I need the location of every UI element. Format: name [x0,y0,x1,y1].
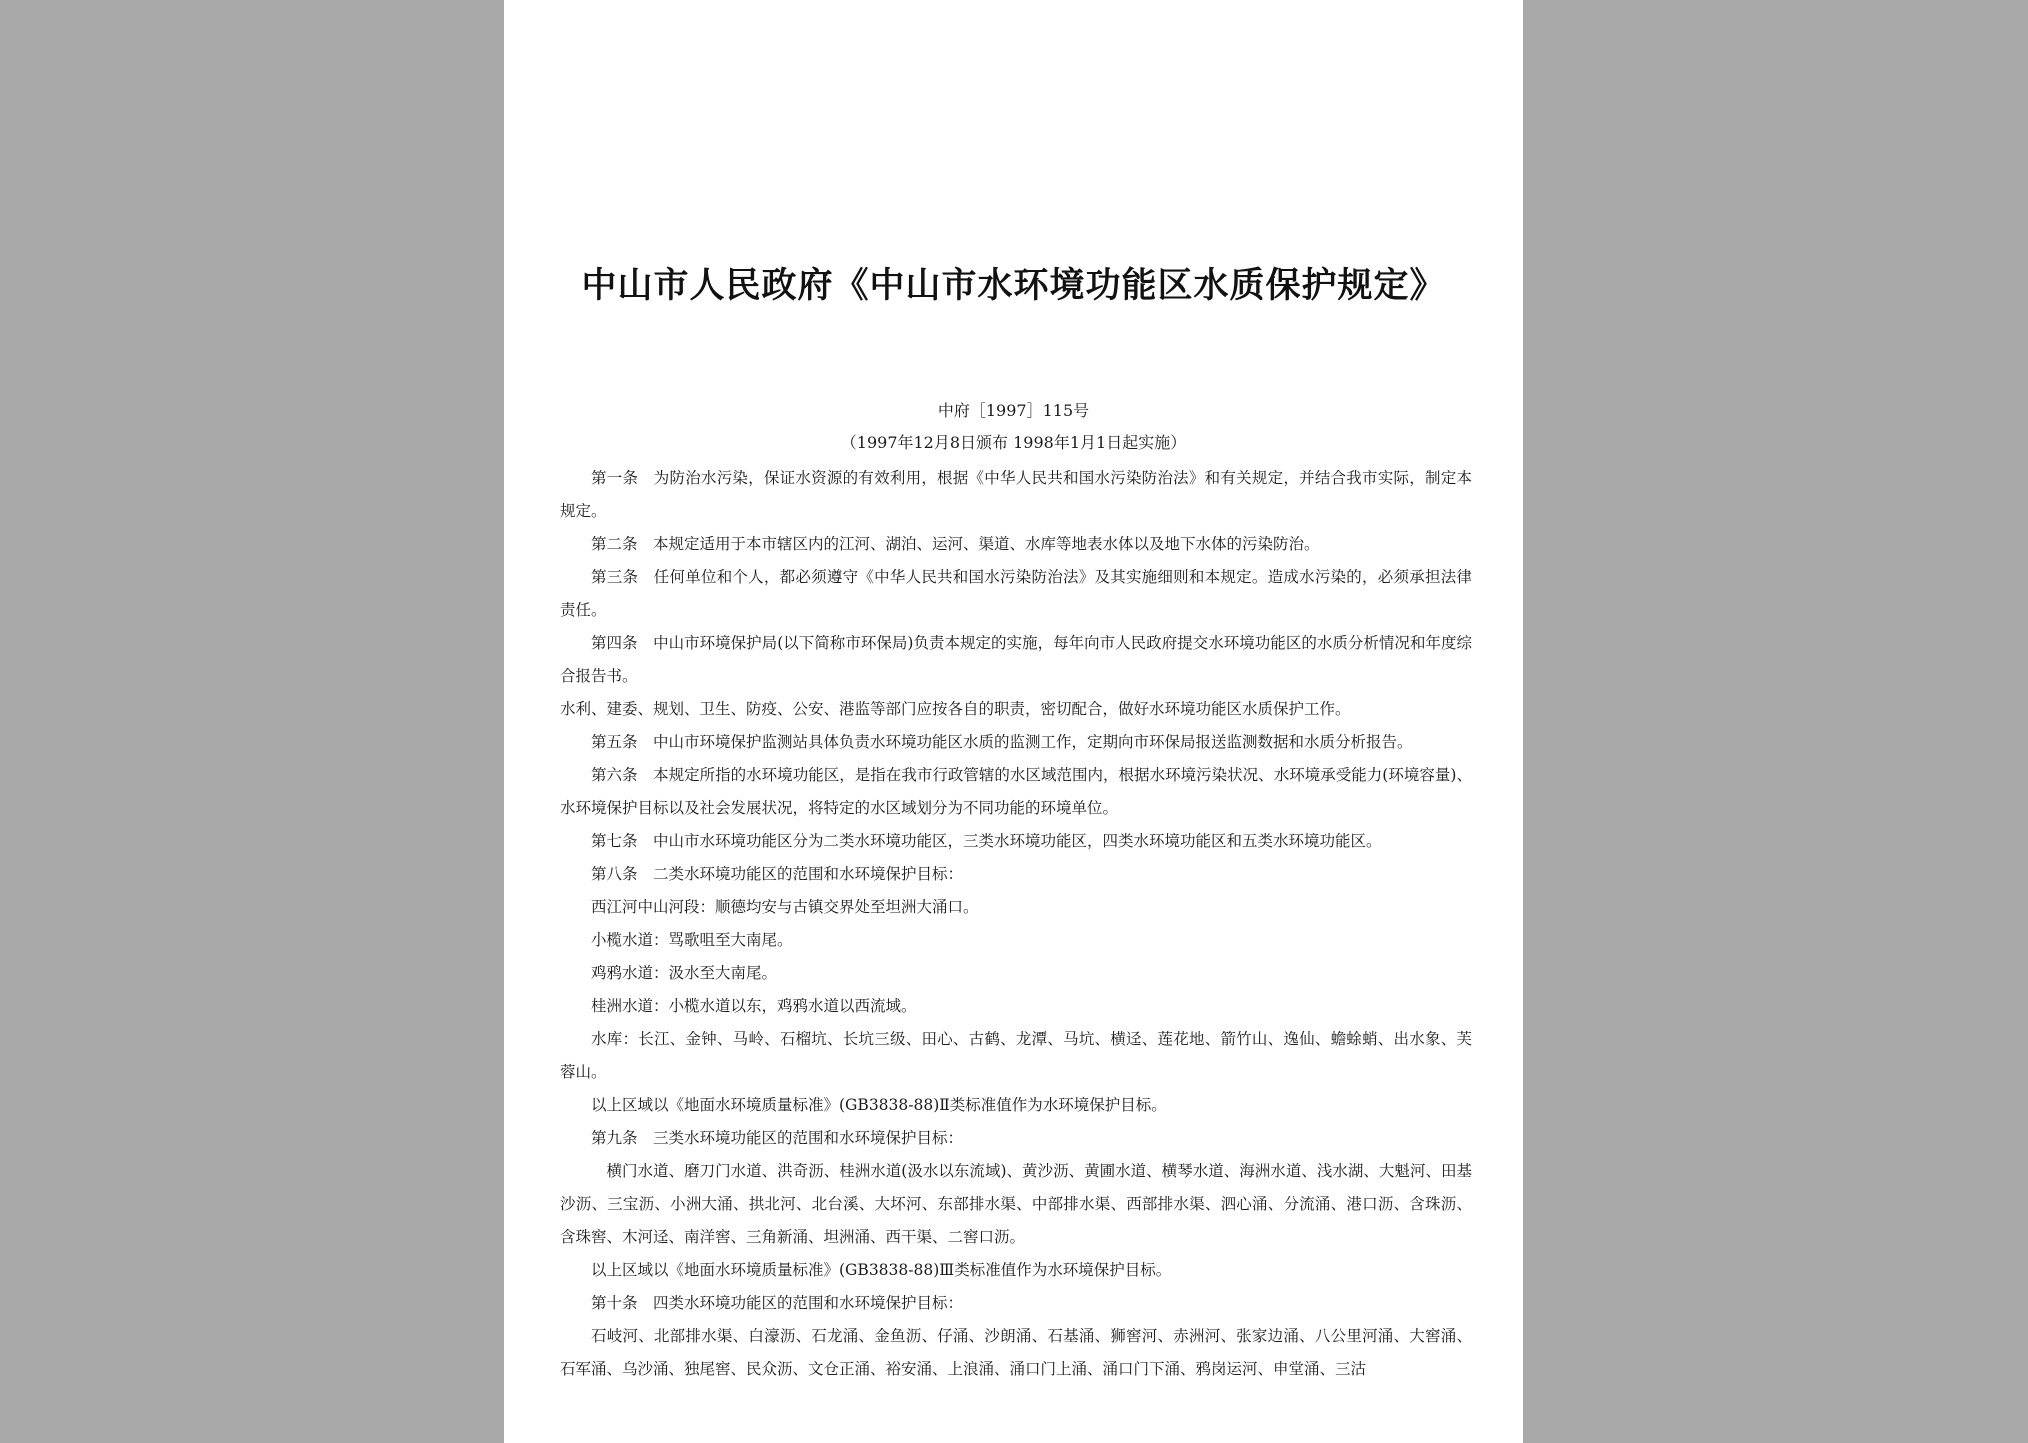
article-number: 第六条 [591,766,638,784]
paragraph-text: 水利、建委、规划、卫生、防疫、公安、港监等部门应按各自的职责，密切配合，做好水环境功能区水质保护工作。 [560,700,1351,718]
article-number: 第四条 [591,634,638,652]
paragraph [560,1122,1472,1155]
paragraph-text: 小榄水道：骂歌咀至大南尾。 [591,931,793,949]
date-line: （1997年12月8日颁布 1998年1月1日起实施） [840,433,1187,452]
paragraph [560,957,1472,990]
paragraph [560,693,1472,726]
paragraph-text: 以上区域以《地面水环境质量标准》(GB3838-88)Ⅱ类标准值作为水环境保护目标。 [591,1096,1167,1114]
paragraph-text: 四类水环境功能区的范围和水环境保护目标： [653,1294,964,1312]
paragraph [560,528,1472,561]
paragraph-text: 本规定所指的水环境功能区，是指在我市行政管辖的水区域范围内，根据水环境污染状况、水环境承受能力(环境容量)、水环境保护目标以及社会发展状况，将特定的水区域划分为不同功能的环境单位。 [560,766,1472,817]
paragraph [560,561,1472,627]
paragraph [560,891,1472,924]
paragraph-text: 任何单位和个人，都必须遵守《中华人民共和国水污染防治法》及其实施细则和本规定。造成水污染的，必须承担法律责任。 [560,568,1472,619]
paragraph [560,462,1472,528]
paragraph [560,924,1472,957]
paragraph [560,1320,1472,1386]
paragraph-text: 桂洲水道：小榄水道以东，鸡鸦水道以西流域。 [591,997,917,1015]
paragraph-text: 三类水环境功能区的范围和水环境保护目标： [653,1129,964,1147]
paragraph [560,858,1472,891]
paragraph-text: 中山市环境保护局(以下简称市环保局)负责本规定的实施，每年向市人民政府提交水环境功能区的水质分析情况和年度综合报告书。 [560,634,1472,685]
paragraph [560,1155,1472,1254]
article-number: 第九条 [591,1129,638,1147]
paragraph [560,1254,1472,1287]
article-number: 第三条 [591,568,639,586]
article-number: 第五条 [591,733,638,751]
paragraph-text: 中山市环境保护监测站具体负责水环境功能区水质的监测工作，定期向市环保局报送监测数据和水质分析报告。 [653,733,1413,751]
paragraph [560,1023,1472,1089]
article-number: 第十条 [591,1294,638,1312]
paragraph [560,990,1472,1023]
paragraph [560,726,1472,759]
document-page [504,0,1523,1443]
document-title: 中山市人民政府《中山市水环境功能区水质保护规定》 [581,266,1446,306]
paragraph-text: 二类水环境功能区的范围和水环境保护目标： [653,865,964,883]
paragraph [560,627,1472,693]
paragraph [560,759,1472,825]
paragraph-text: 石岐河、北部排水渠、白濠沥、石龙涌、金鱼沥、仔涌、沙朗涌、石基涌、狮窖河、赤洲河、张家边涌、八公里河涌、大窖涌、石军涌、乌沙涌、独尾窖、民众沥、文仓正涌、裕安涌、上浪涌、涌口门上涌、涌口门下涌、鸦岗运河、申堂涌、三沽 [560,1327,1472,1378]
paragraph-text: 水库：长江、金钟、马岭、石榴坑、长坑三级、田心、古鹤、龙潭、马坑、横迳、莲花地、箭竹山、逸仙、蟾蜍蛸、出水象、芙蓉山。 [560,1030,1472,1081]
paragraph [560,825,1472,858]
article-number: 第八条 [591,865,638,883]
document-body [560,462,1472,1386]
paragraph [560,1089,1472,1122]
document-number: 中府［1997］115号 [937,401,1090,420]
article-number: 第一条 [591,469,639,487]
paragraph-text: 为防治水污染，保证水资源的有效利用，根据《中华人民共和国水污染防治法》和有关规定，并结合我市实际，制定本规定。 [560,469,1472,520]
article-number: 第七条 [591,832,638,850]
paragraph-text: 中山市水环境功能区分为二类水环境功能区，三类水环境功能区，四类水环境功能区和五类水环境功能区。 [653,832,1382,850]
paragraph-text: 以上区域以《地面水环境质量标准》(GB3838-88)Ⅲ类标准值作为水环境保护目标。 [591,1261,1172,1279]
paragraph-text: 西江河中山河段：顺德均安与古镇交界处至坦洲大涌口。 [591,898,979,916]
paragraph-text: 鸡鸦水道：汲水至大南尾。 [591,964,778,982]
article-number: 第二条 [591,535,638,553]
paragraph [560,1287,1472,1320]
paragraph-text: 横门水道、磨刀门水道、洪奇沥、桂洲水道(汲水以东流域)、黄沙沥、黄圃水道、横琴水道、海洲水道、浅水湖、大魁河、田基沙沥、三宝沥、小洲大涌、拱北河、北台溪、大坏河、东部排水渠、中部排水渠、西部排水渠、泗心涌、分流涌、港口沥、含珠沥、含珠窖、木河迳、南洋窖、三角新涌、坦洲涌、西干渠、二窖口沥。 [560,1162,1472,1246]
paragraph-text: 本规定适用于本市辖区内的江河、湖泊、运河、渠道、水库等地表水体以及地下水体的污染防治。 [653,535,1320,553]
